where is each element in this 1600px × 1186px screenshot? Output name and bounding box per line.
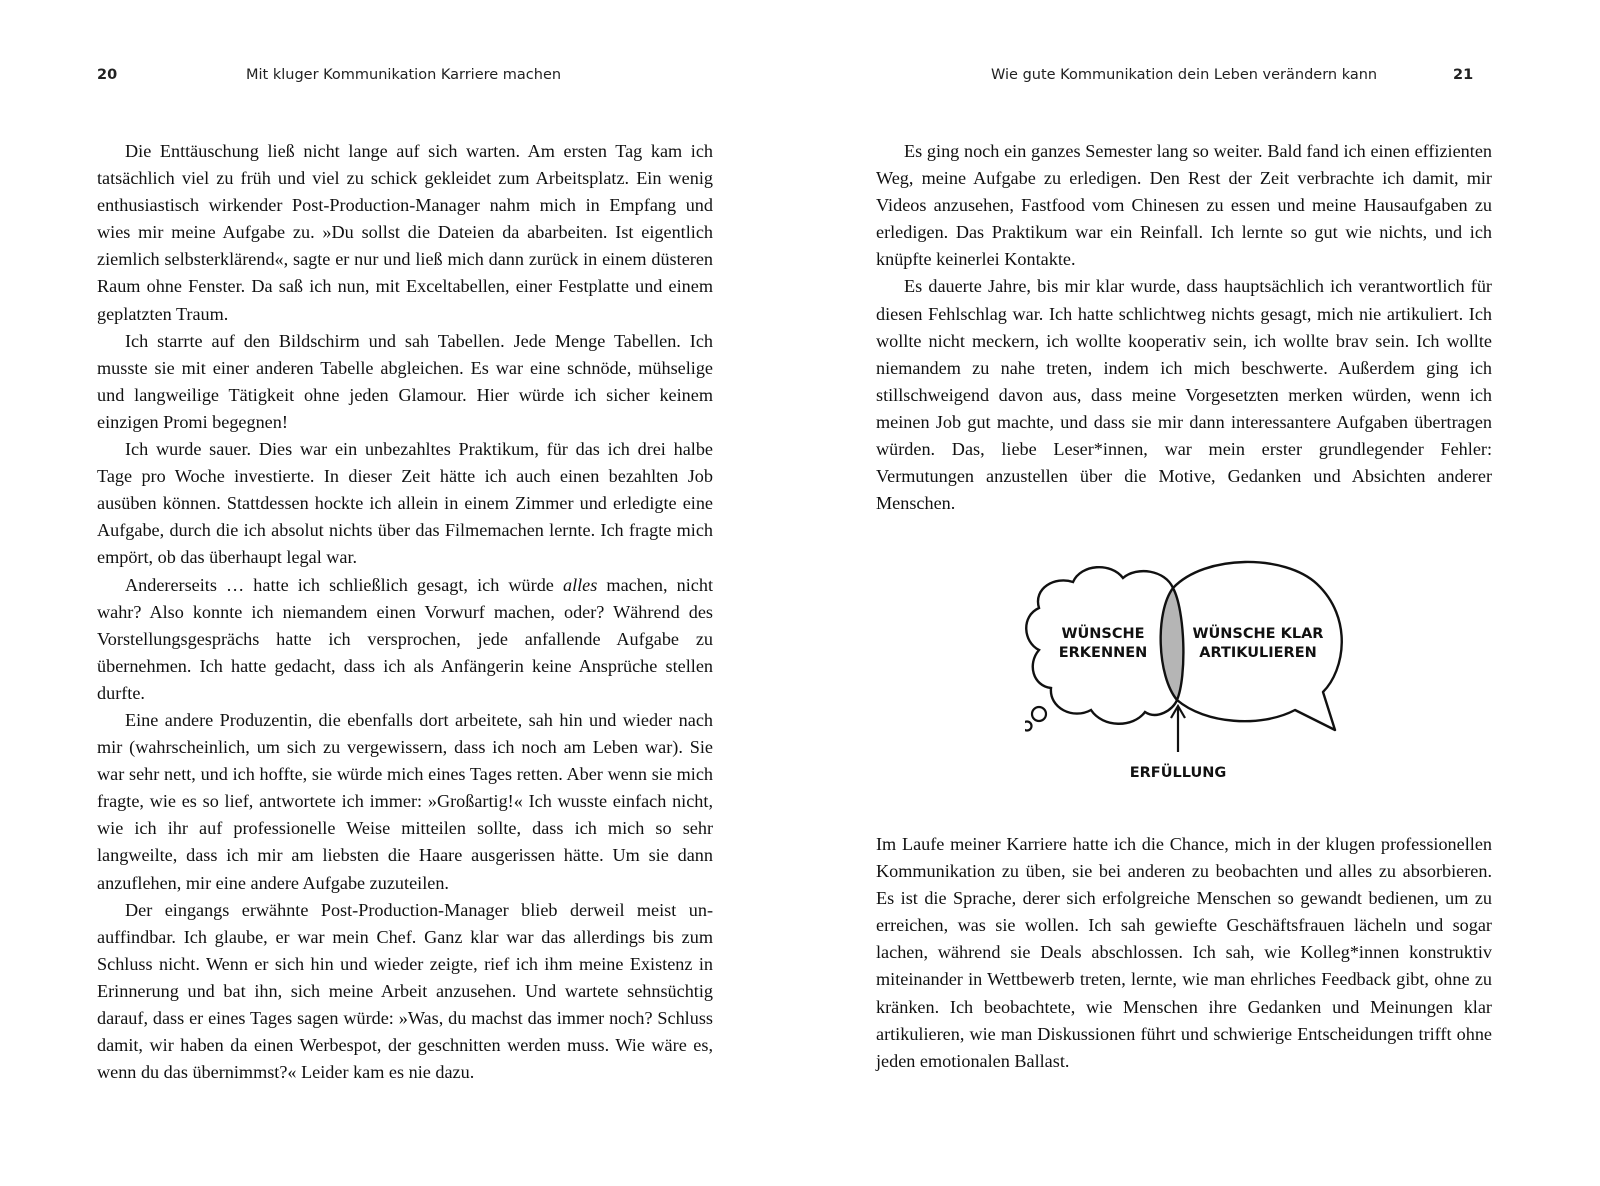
paragraph: Es dauerte Jahre, bis mir klar wurde, dass hauptsächlich ich verantwortlich für diesen Fehlschlag war. Ich hatte schlichtweg nichts gesagt, mich nie artikuliert. Ich wollte nicht meckern, ich wollte kooperativ sein, ich wollte brav sein. Ich wollte niemandem zu nahe treten, indem ich mich beschwerte. Außerdem ging ich stillschweigend davon aus, dass meine Vorgesetzten merken würden, wenn ich meinen Job gut machte, und dass sie mir dann interessantere Aufgaben übertragen würden. Das, liebe Leser*innen, war mein erster grundlegender Fehler: Vermutungen anzustellen über die Motive, Gedanken und Absichten anderer Menschen. xyxy=(876,276,1492,514)
right-page-body-bottom xyxy=(876,831,1492,1075)
right-page-body-top xyxy=(876,138,1492,517)
paragraph: Im Laufe meiner Karriere hatte ich die Chance, mich in der klugen professionellen Kommunikation zu üben, sie bei anderen zu beobachten und alles zu absorbieren. Es ist die Sprache, derer sich erfolgreiche Menschen so gewandt bedienen, um zu erreichen, was sie wollen. Ich sah gewiefte Geschäftsfrauen lächeln und sogar lachen, während sie Deals abschlossen. Ich sah, wie Kolleg*innen konstruktiv miteinander in Wettbewerb treten, lernte, wie man ehrliches Feedback gibt, ohne zu kränken. Ich beobachtete, wie Menschen ihre Gedanken und Meinungen klar artikulieren, wie man Diskussionen führt und schwierige Entscheidungen trifft ohne jeden emotionalen Ballast. xyxy=(876,834,1492,1071)
venn-diagram xyxy=(1025,560,1385,800)
running-head-left: Mit kluger Kommunikation Karriere machen xyxy=(246,67,562,83)
emphasis: alles xyxy=(562,574,598,595)
thought-dot-small xyxy=(1025,722,1032,731)
paragraph: Es ging noch ein ganzes Semester lang so weiter. Bald fand ich einen effizienten Weg, meine Aufgabe zu erledigen. Den Rest der Zeit verbrachte ich damit, mir Videos anzusehen, Fastfood vom Chinesen zu essen und meine Hausaufgaben zu erledigen. Das Praktikum war ein Reinfall. Ich lernte so gut wie nichts, und ich knüpfte keinerlei Kontakte. xyxy=(876,141,1492,270)
right-label-line2: ARTIKULIEREN xyxy=(1199,645,1317,661)
left-label-line2: ERKENNEN xyxy=(1058,645,1148,661)
paragraph: Ich starrte auf den Bildschirm und sah Tabellen. Jede Menge Tabellen. Ich musste sie mit einer anderen Tabelle abgleichen. Es war eine schnöde, mühselige und langweilige Tätigkeit ohne jeden Glamour. Hier würde ich sicher keinem einzigen Promi begegnen! xyxy=(97,330,713,432)
thought-dot-large xyxy=(1032,707,1046,721)
paragraph: Eine andere Produzentin, die ebenfalls dort arbeitete, sah hin und wieder nach mir (wahrscheinlich, um sich zu vergewissern, dass ich noch am Leben war). Sie war sehr nett, und ich hoffte, sie würde mich eines Tages retten. Aber wenn sie mich fragte, wie es so lief, antwortete ich immer: »Großartig!« Ich wusste einfach nicht, wie ich ihr auf professionelle Weise mitteilen sollte, dass ich mich so sehr langweilte, dass ich mir am liebsten die Haare ausgerissen hätte. Um sie dann anzuflehen, mir eine andere Aufgabe zuzuteilen. xyxy=(97,709,713,893)
right-label-line1: WÜNSCHE KLAR xyxy=(1192,626,1324,642)
paragraph: Der eingangs erwähnte Post-Production-Manager blieb derweil meist unauffindbar. Ich glaube, er war mein Chef. Ganz klar war das allerdings bis zum Schluss nicht. Wenn er sich hin und wieder zeigte, rief ich ihm meine Existenz in Erinnerung und bat ihn, sich meine Arbeit anzusehen. Und wartete sehnsüchtig darauf, dass er eines Tages sagen würde: »Was, du machst das immer noch? Schluss damit, wir haben da einen Werbespot, der geschnitten werden muss. Wie wäre es, wenn du das übernimmst?« Leider kam es nie dazu. xyxy=(97,899,713,1083)
bottom-label: ERFÜLLUNG xyxy=(1129,765,1227,781)
running-head-right: Wie gute Kommunikation dein Leben verändern kann xyxy=(991,67,1378,83)
paragraph: Ich wurde sauer. Dies war ein unbezahltes Praktikum, für das ich drei halbe Tage pro Woche investierte. In dieser Zeit hätte ich auch einen bezahlten Job ausüben können. Stattdessen hockte ich allein in einem Zimmer und erledigte eine Aufgabe, durch die ich absolut nichts über das Filmemachen lernte. Ich fragte mich empört, ob das überhaupt legal war. xyxy=(97,439,713,568)
paragraph: Die Enttäuschung ließ nicht lange auf sich warten. Am ersten Tag kam ich tatsächlich viel zu früh und viel zu schick gekleidet zum Arbeitsplatz. Ein wenig enthusiastisch wirkender Post-Production-Manager nahm mich in Empfang und wies mir meine Aufgabe zu. »Du sollst die Dateien da abarbeiten. Ist eigentlich ziemlich selbsterklärend«, sagte er nur und ließ mich dann zurück in einem düsteren Raum ohne Fenster. Da saß ich nun, mit Exceltabellen, einer Festplatte und einem geplatzten Traum. xyxy=(97,141,713,324)
left-page-body xyxy=(97,138,713,1086)
paragraph: Andererseits … hatte ich schließlich gesagt, ich würde alles machen, nicht wahr? Also konnte ich niemandem einen Vorwurf machen, oder? Während des Vorstellungsgesprächs hatte ich versprochen, jede anfallende Aufgabe zu übernehmen. Ich hatte gedacht, dass ich als Anfängerin keine Ansprüche stellen durfte. xyxy=(97,574,713,703)
page-number-left: 20 xyxy=(97,67,118,83)
page-number-right: 21 xyxy=(1453,67,1474,83)
left-label-line1: WÜNSCHE xyxy=(1061,626,1145,642)
